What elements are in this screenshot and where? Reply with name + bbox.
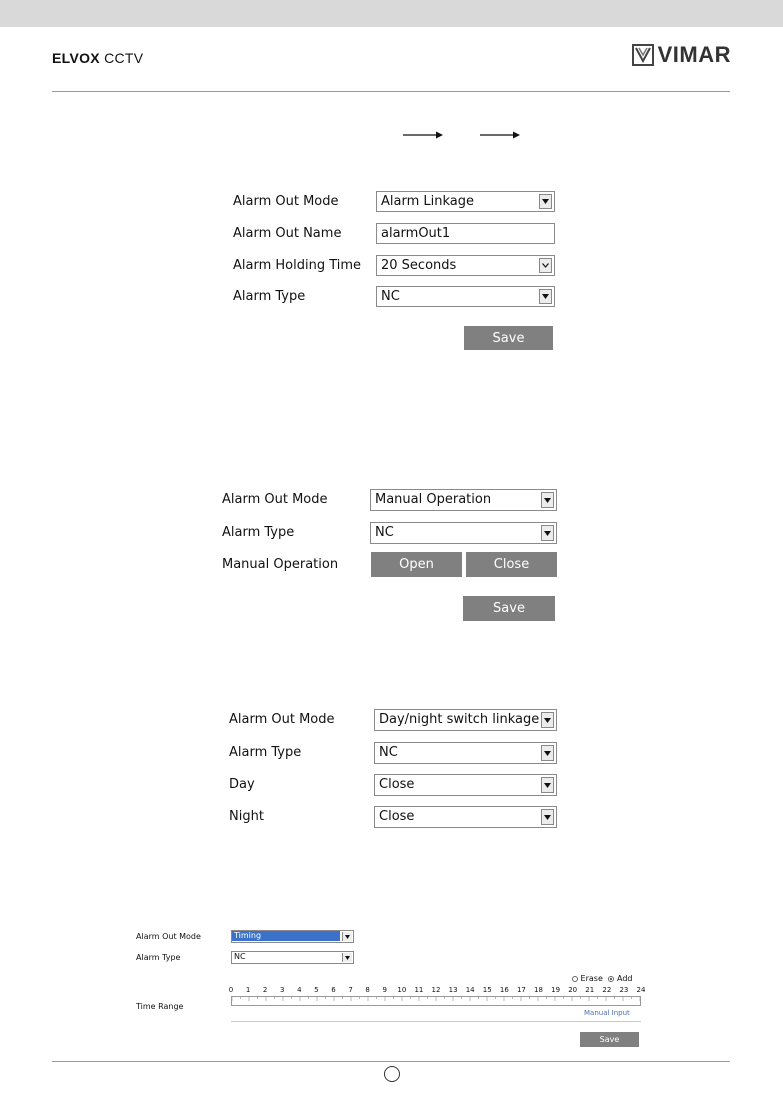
day-label: Day	[229, 777, 255, 792]
alarm-type-value: NC	[381, 289, 400, 304]
hour-tick-label: 22	[602, 986, 612, 994]
alarm-holding-time-label: Alarm Holding Time	[233, 258, 362, 273]
footer-divider	[52, 1061, 730, 1062]
night-value: Close	[379, 809, 415, 824]
chevron-down-icon[interactable]	[539, 194, 552, 209]
add-label: Add	[616, 974, 633, 983]
alarm-type-value: NC	[379, 745, 398, 760]
hour-tick-label: 15	[482, 986, 492, 994]
alarm-type-label: Alarm Type	[233, 289, 306, 304]
manual-input-link[interactable]: Manual Input	[584, 1009, 630, 1017]
alarm-type-select[interactable]	[376, 286, 555, 307]
hour-tick-label: 16	[499, 986, 509, 994]
chevron-down-icon[interactable]	[541, 745, 554, 761]
hour-tick-label: 7	[348, 986, 353, 994]
manual-operation-label: Manual Operation	[222, 557, 339, 572]
top-bar	[0, 0, 783, 27]
night-label: Night	[229, 809, 264, 824]
hour-tick-label: 10	[397, 986, 407, 994]
time-range-bar[interactable]	[231, 996, 641, 1006]
hour-tick-label: 21	[585, 986, 595, 994]
alarm-out-name-input[interactable]: alarmOut1	[376, 223, 555, 244]
chevron-down-icon[interactable]	[541, 525, 554, 541]
alarm-out-mode-value: Timing	[232, 931, 340, 941]
alarm-out-mode-select[interactable]	[231, 930, 354, 943]
chevron-down-icon[interactable]	[342, 932, 352, 941]
hour-tick-label: 8	[365, 986, 370, 994]
hour-tick-label: 2	[262, 986, 268, 994]
hour-tick-label: 3	[280, 986, 285, 994]
hour-tick-label: 18	[534, 986, 543, 994]
save-button[interactable]: Save	[580, 1032, 639, 1047]
hour-tick-label: 13	[448, 986, 458, 994]
brand-left-bold: ELVOX	[52, 50, 100, 66]
hour-tick-label: 0	[228, 986, 234, 994]
vimar-mark-icon	[632, 44, 654, 66]
hour-tick-label: 4	[297, 986, 302, 994]
vimar-wordmark: VIMAR	[657, 42, 731, 67]
hour-tick-label: 6	[331, 986, 336, 994]
erase-label: Erase	[580, 974, 603, 983]
alarm-type-label: Alarm Type	[222, 525, 295, 540]
erase-radio[interactable]	[572, 976, 578, 982]
alarm-out-mode-label: Alarm Out Mode	[136, 932, 201, 941]
hour-tick-label: 20	[568, 986, 578, 994]
alarm-out-mode-value: Manual Operation	[375, 492, 492, 507]
time-range-ticks	[232, 997, 640, 1005]
chevron-down-icon[interactable]	[539, 289, 552, 304]
arrow-right-icon	[480, 130, 520, 140]
chevron-down-icon[interactable]	[539, 258, 552, 273]
chevron-down-icon[interactable]	[541, 809, 554, 825]
alarm-type-value: NC	[234, 952, 246, 961]
page-number-marker	[384, 1066, 400, 1082]
alarm-out-mode-label: Alarm Out Mode	[222, 492, 328, 507]
time-range-divider	[231, 1021, 641, 1022]
hour-tick-label: 14	[465, 986, 475, 994]
arrow-right-icon	[403, 130, 443, 140]
vimar-logo	[632, 42, 731, 68]
hour-tick-label: 9	[382, 986, 387, 994]
night-select[interactable]	[374, 806, 557, 828]
alarm-type-select[interactable]	[374, 742, 557, 764]
alarm-out-mode-select[interactable]	[374, 709, 557, 731]
hour-tick-label: 19	[551, 986, 561, 994]
chevron-down-icon[interactable]	[342, 953, 352, 962]
elvox-cctv-logo	[52, 50, 143, 66]
close-button[interactable]: Close	[466, 552, 557, 577]
alarm-out-name-label: Alarm Out Name	[233, 226, 342, 241]
day-select[interactable]	[374, 774, 557, 796]
hour-tick-label: 24	[636, 986, 646, 994]
hour-tick-label: 11	[414, 986, 424, 994]
chevron-down-icon[interactable]	[541, 712, 554, 728]
day-value: Close	[379, 777, 415, 792]
alarm-type-select[interactable]	[231, 951, 354, 964]
alarm-type-select[interactable]	[370, 522, 557, 544]
alarm-out-mode-select[interactable]	[376, 191, 555, 212]
alarm-out-mode-select[interactable]	[370, 489, 557, 511]
alarm-out-mode-label: Alarm Out Mode	[233, 194, 339, 209]
save-button[interactable]: Save	[464, 326, 553, 350]
alarm-out-mode-value: Day/night switch linkage	[379, 712, 540, 727]
brand-left-rest: CCTV	[99, 50, 144, 66]
hour-tick-label: 1	[245, 986, 251, 994]
save-button[interactable]: Save	[463, 596, 555, 621]
hour-tick-label: 23	[619, 986, 629, 994]
add-radio[interactable]	[608, 976, 614, 982]
alarm-type-value: NC	[375, 525, 394, 540]
erase-add-radio-group	[572, 974, 632, 983]
time-range-label: Time Range	[136, 1002, 184, 1011]
alarm-holding-time-value: 20 Seconds	[381, 258, 457, 273]
hour-tick-label: 5	[314, 986, 319, 994]
alarm-type-label: Alarm Type	[136, 953, 181, 962]
alarm-type-label: Alarm Type	[229, 745, 302, 760]
chevron-down-icon[interactable]	[541, 777, 554, 793]
open-button[interactable]: Open	[371, 552, 462, 577]
hour-tick-label: 12	[431, 986, 441, 994]
header-divider	[52, 91, 730, 92]
alarm-out-mode-value: Alarm Linkage	[381, 194, 474, 209]
alarm-holding-time-select[interactable]	[376, 255, 555, 276]
chevron-down-icon[interactable]	[541, 492, 554, 508]
hour-tick-label: 17	[516, 986, 526, 994]
alarm-out-mode-label: Alarm Out Mode	[229, 712, 335, 727]
